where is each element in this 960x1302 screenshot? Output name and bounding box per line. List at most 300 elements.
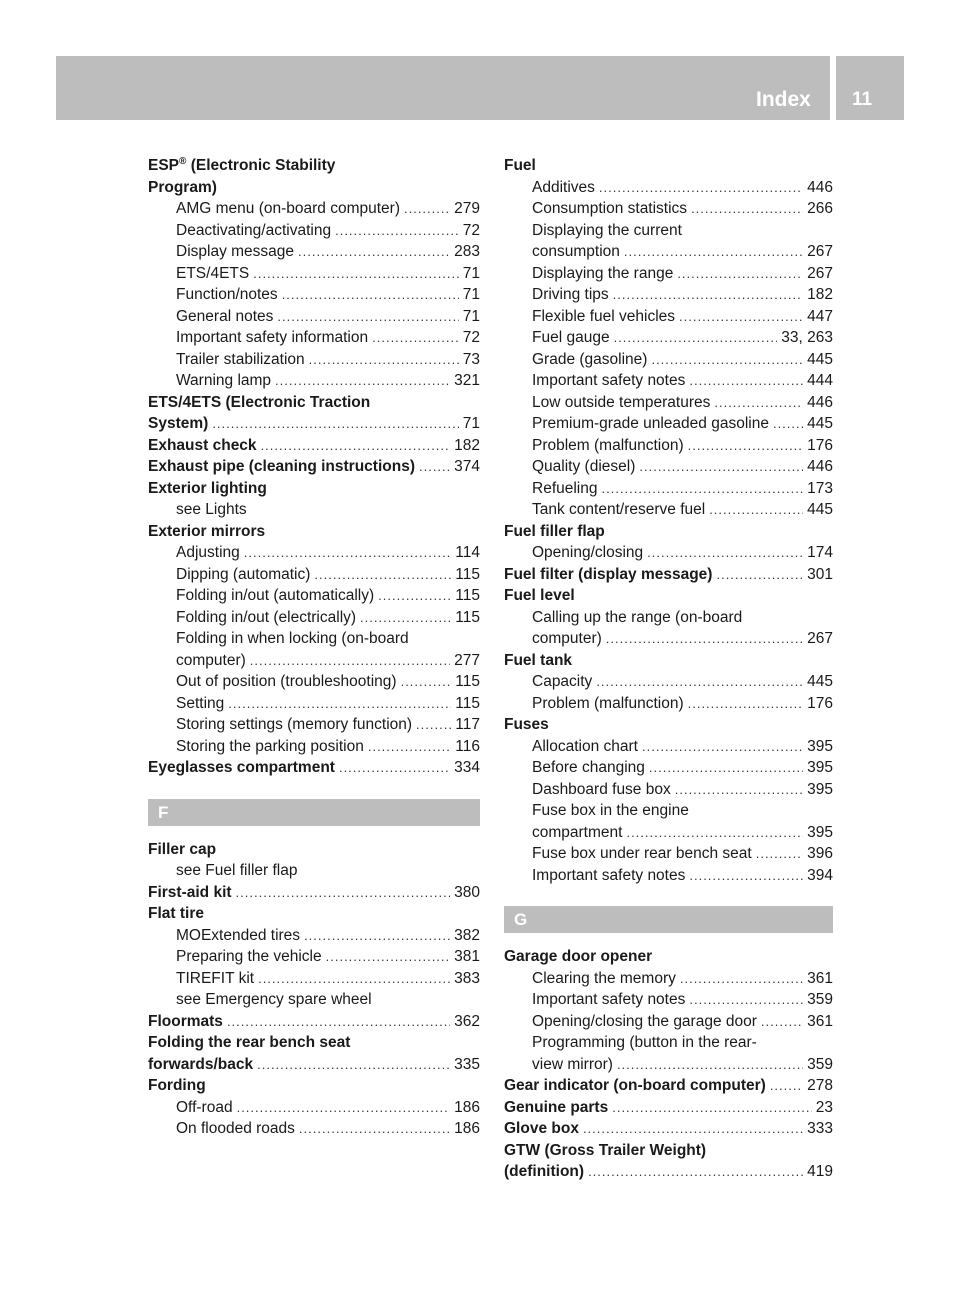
index-subentry — [504, 1032, 833, 1054]
index-entry — [504, 650, 833, 672]
index-entry — [148, 413, 480, 435]
index-entry — [504, 585, 833, 607]
page-reference: 395 — [807, 737, 833, 755]
entry-text: Storing settings (memory function) — [176, 716, 413, 733]
entry-text: Fuel tank — [504, 651, 573, 669]
index-subentry — [148, 263, 480, 285]
entry-text: Important safety notes — [532, 991, 686, 1008]
index-subentry — [504, 1011, 833, 1033]
index-subentry — [504, 779, 833, 801]
index-subentry — [148, 968, 480, 990]
entry-text: Quality (diesel) — [532, 458, 636, 475]
entry-text: Display message — [176, 243, 295, 260]
dot-leader — [626, 822, 803, 844]
entry-text: Important safety information — [176, 329, 369, 346]
index-subentry — [148, 693, 480, 715]
page-reference: 395 — [807, 759, 833, 776]
index-subentry — [504, 843, 833, 865]
dot-leader — [228, 693, 451, 715]
index-subentry — [148, 1097, 480, 1119]
entry-text: Floormats — [148, 1012, 223, 1030]
page-reference: 23 — [815, 1098, 833, 1116]
entry-text: TIREFIT kit — [176, 969, 255, 987]
entry-text: Adjusting — [176, 544, 240, 561]
index-entry — [504, 564, 833, 586]
page-reference: 394 — [807, 866, 833, 884]
entry-text: Displaying the current — [532, 221, 682, 239]
dot-leader — [639, 456, 803, 478]
entry-text: AMG menu (on-board computer) — [176, 200, 400, 217]
entry-text: General notes — [176, 307, 274, 325]
index-subentry — [148, 946, 480, 968]
index-subentry — [504, 968, 833, 990]
page-reference: 115 — [455, 673, 480, 690]
dot-leader — [714, 392, 803, 414]
index-subentry — [148, 241, 480, 263]
index-subentry — [148, 628, 480, 650]
entry-text: Problem (malfunction) — [532, 436, 684, 454]
dot-leader — [614, 327, 778, 349]
page-reference: 72 — [462, 221, 480, 239]
dot-leader — [416, 714, 451, 736]
dot-leader — [642, 736, 803, 758]
dot-leader — [314, 564, 451, 586]
dot-leader — [298, 241, 450, 263]
dot-leader — [253, 263, 459, 285]
page-reference: 361 — [807, 969, 833, 987]
dot-leader — [378, 585, 451, 607]
entry-text: Tank content/reserve fuel — [532, 501, 706, 518]
page-reference: 333 — [807, 1120, 833, 1137]
entry-text: Clearing the memory — [532, 969, 676, 987]
entry-text: Grade (gasoline) — [532, 350, 648, 368]
entry-text: First-aid kit — [148, 883, 232, 901]
index-subentry — [504, 435, 833, 457]
entry-text: view mirror) — [532, 1055, 613, 1073]
index-entry — [504, 1161, 833, 1183]
page-reference: 361 — [807, 1012, 833, 1030]
entry-text: Dashboard fuse box — [532, 780, 671, 798]
page-reference: 176 — [807, 436, 833, 454]
entry-text: Fording — [148, 1077, 206, 1094]
entry-text: Glove box — [504, 1120, 579, 1137]
page-reference: 277 — [454, 651, 480, 669]
dot-leader — [401, 671, 452, 693]
page-reference: 176 — [807, 694, 833, 712]
index-subentry — [504, 327, 833, 349]
dot-leader — [372, 327, 459, 349]
index-subentry — [504, 693, 833, 715]
page-reference: 173 — [807, 479, 833, 497]
index-entry — [148, 392, 480, 414]
index-entry — [148, 521, 480, 543]
index-subentry — [148, 650, 480, 672]
page-reference: 447 — [807, 307, 833, 325]
entry-text: Refueling — [532, 479, 598, 497]
index-subentry — [504, 542, 833, 564]
index-subentry — [148, 585, 480, 607]
index-subentry — [148, 925, 480, 947]
entry-text: (definition) — [504, 1163, 585, 1180]
entry-text: ETS/4ETS — [176, 264, 250, 282]
page-reference: 115 — [455, 694, 480, 712]
entry-text: Important safety notes — [532, 372, 686, 389]
index-subentry — [148, 1118, 480, 1140]
dot-leader — [651, 349, 803, 371]
entry-text: Fuse box in the engine — [532, 802, 689, 819]
dot-leader — [691, 198, 803, 220]
dot-leader — [299, 1118, 450, 1140]
entry-text: Displaying the range — [532, 264, 674, 282]
dot-leader — [613, 284, 803, 306]
dot-leader — [212, 413, 458, 435]
dot-leader — [304, 925, 450, 947]
section-header-g: G — [504, 906, 833, 933]
entry-text: GTW (Gross Trailer Weight) — [504, 1141, 707, 1159]
index-entry — [504, 1097, 833, 1119]
index-subentry — [504, 306, 833, 328]
index-entry — [504, 155, 833, 177]
page-reference: 446 — [807, 178, 833, 196]
page-reference: 186 — [454, 1098, 480, 1116]
entry-text: Fuse box under rear bench seat — [532, 845, 752, 862]
index-subentry — [504, 865, 833, 887]
entry-text: ETS/4ETS (Electronic Traction — [148, 393, 371, 411]
index-subentry — [504, 671, 833, 693]
index-entry — [504, 714, 833, 736]
index-subentry — [504, 284, 833, 306]
dot-leader — [624, 241, 803, 263]
entry-text: Trailer stabilization — [176, 350, 305, 368]
page-reference: 445 — [807, 501, 833, 518]
index-subentry — [504, 413, 833, 435]
index-subentry — [504, 989, 833, 1011]
dot-leader — [275, 370, 450, 392]
page-reference: 182 — [807, 286, 833, 303]
entry-text: Exhaust pipe (cleaning instructions) — [148, 458, 415, 475]
entry-text: Before changing — [532, 759, 645, 776]
index-entry — [504, 521, 833, 543]
index-entry — [504, 946, 833, 968]
page-reference: 71 — [462, 307, 480, 325]
entry-text: Fuses — [504, 716, 549, 733]
entry-text: consumption — [532, 243, 620, 260]
entry-text: Exterior lighting — [148, 479, 267, 497]
index-subentry — [504, 349, 833, 371]
index-subentry — [504, 628, 833, 650]
page-reference: 359 — [807, 991, 833, 1008]
index-entry — [148, 1054, 480, 1076]
index-entry — [148, 839, 480, 861]
dot-leader — [257, 1054, 450, 1076]
entry-text: Consumption statistics — [532, 200, 688, 217]
entry-text: Additives — [532, 178, 595, 196]
dot-leader — [617, 1054, 803, 1076]
entry-text: computer) — [176, 651, 246, 669]
index-subentry — [148, 370, 480, 392]
index-subentry — [504, 736, 833, 758]
entry-text: Folding the rear bench seat — [148, 1034, 351, 1051]
dot-leader — [236, 882, 451, 904]
dot-leader — [583, 1118, 803, 1140]
page-reference: 267 — [807, 243, 833, 260]
page-reference: 279 — [454, 200, 480, 217]
entry-text: Premium-grade unleaded gasoline — [532, 415, 769, 432]
dot-leader — [237, 1097, 451, 1119]
dot-leader — [261, 435, 451, 457]
entry-text: Off-road — [176, 1098, 233, 1116]
index-subentry — [504, 478, 833, 500]
entry-text: Setting — [176, 694, 225, 712]
dot-leader — [675, 779, 803, 801]
index-entry — [148, 1075, 480, 1097]
index-subentry — [504, 499, 833, 521]
page-reference: 419 — [807, 1163, 833, 1180]
page-reference: 444 — [807, 372, 833, 389]
index-entry — [504, 1140, 833, 1162]
index-subentry — [504, 177, 833, 199]
index-subentry — [148, 306, 480, 328]
dot-leader — [599, 177, 803, 199]
dot-leader — [335, 220, 459, 242]
index-entry — [148, 757, 480, 779]
page-reference: 383 — [454, 969, 480, 987]
entry-text: ESP® (Electronic Stability — [148, 155, 336, 174]
dot-leader — [689, 865, 803, 887]
dot-leader — [596, 671, 803, 693]
entry-text: Preparing the vehicle — [176, 948, 322, 965]
page-reference: 359 — [807, 1055, 833, 1073]
index-subentry — [504, 800, 833, 822]
dot-leader — [679, 306, 803, 328]
entry-text: Out of position (troubleshooting) — [176, 673, 397, 690]
entry-text: Exterior mirrors — [148, 522, 266, 540]
index-subentry — [148, 736, 480, 758]
index-subentry — [504, 241, 833, 263]
page-reference: 446 — [807, 458, 833, 475]
page-reference: 182 — [454, 436, 480, 454]
entry-text: Storing the parking position — [176, 737, 364, 755]
entry-text: Fuel filler flap — [504, 522, 605, 540]
dot-leader — [773, 413, 803, 435]
index-subentry — [148, 607, 480, 629]
dot-leader — [339, 757, 450, 779]
entry-text: Folding in when locking (on-board — [176, 630, 409, 647]
index-subentry — [148, 284, 480, 306]
index-subentry — [504, 822, 833, 844]
entry-text: Garage door opener — [504, 948, 653, 965]
page-reference: 321 — [454, 372, 480, 389]
index-subentry — [504, 757, 833, 779]
dot-leader — [326, 946, 451, 968]
entry-text: Program) — [148, 178, 217, 196]
index-subentry — [148, 349, 480, 371]
dot-leader — [606, 628, 803, 650]
entry-text: Programming (button in the rear- — [532, 1034, 757, 1051]
page-reference: 115 — [455, 565, 480, 583]
index-subentry — [504, 1054, 833, 1076]
page-reference: 381 — [454, 948, 480, 965]
index-subentry — [148, 989, 480, 1011]
header-bar — [56, 56, 830, 120]
page-reference: 380 — [454, 883, 480, 901]
page-reference: 395 — [807, 780, 833, 798]
entry-text: Capacity — [532, 673, 593, 690]
dot-leader — [647, 542, 803, 564]
page-reference: 71 — [462, 415, 480, 432]
dot-leader — [761, 1011, 803, 1033]
dot-leader — [680, 968, 803, 990]
page-reference: 72 — [462, 329, 480, 346]
index-entry — [504, 1075, 833, 1097]
page-reference: 445 — [807, 673, 833, 690]
dot-leader — [404, 198, 450, 220]
page-reference: 267 — [807, 630, 833, 647]
entry-text: MOExtended tires — [176, 926, 301, 944]
index-subentry — [148, 564, 480, 586]
entry-text: Low outside temperatures — [532, 393, 711, 411]
entry-text: Flexible fuel vehicles — [532, 307, 676, 325]
entry-text: Fuel — [504, 157, 536, 174]
page-reference: 116 — [455, 737, 480, 755]
index-subentry — [504, 370, 833, 392]
page-reference: 301 — [807, 565, 833, 583]
entry-text: Exhaust check — [148, 436, 257, 454]
dot-leader — [649, 757, 803, 779]
entry-text: Flat tire — [148, 905, 204, 922]
dot-leader — [258, 968, 450, 990]
entry-text: Gear indicator (on-board computer) — [504, 1077, 766, 1094]
dot-leader — [227, 1011, 450, 1033]
entry-text: Driving tips — [532, 286, 609, 303]
dot-leader — [677, 263, 803, 285]
dot-leader — [770, 1075, 803, 1097]
dot-leader — [688, 693, 804, 715]
entry-text: forwards/back — [148, 1055, 254, 1073]
page-reference: 382 — [454, 926, 480, 944]
dot-leader — [709, 499, 803, 521]
entry-text: see Lights — [176, 501, 247, 518]
index-column-left — [148, 155, 480, 1140]
index-subentry — [504, 220, 833, 242]
index-subentry — [504, 263, 833, 285]
page-reference: 445 — [807, 350, 833, 368]
page-number: 11 — [852, 89, 873, 110]
page-reference: 71 — [462, 264, 480, 282]
page-reference: 114 — [455, 544, 480, 561]
entry-text: Opening/closing — [532, 544, 644, 561]
entry-text: Eyeglasses compartment — [148, 759, 335, 776]
dot-leader — [419, 456, 450, 478]
dot-leader — [689, 370, 803, 392]
index-entry — [504, 1118, 833, 1140]
dot-leader — [588, 1161, 803, 1183]
index-entry — [148, 903, 480, 925]
index-subentry — [504, 456, 833, 478]
index-subentry — [504, 607, 833, 629]
page-reference: 266 — [807, 200, 833, 217]
entry-text: Fuel filter (display message) — [504, 565, 713, 583]
page-reference: 362 — [454, 1012, 480, 1030]
entry-text: computer) — [532, 630, 602, 647]
page-reference: 446 — [807, 393, 833, 411]
page-reference: 115 — [455, 608, 480, 626]
dot-leader — [250, 650, 450, 672]
index-entry — [148, 1011, 480, 1033]
page-reference: 71 — [462, 286, 480, 303]
page-reference: 374 — [454, 458, 480, 475]
section-header-f: F — [148, 799, 480, 826]
entry-text: Problem (malfunction) — [532, 694, 684, 712]
page-reference: 115 — [455, 587, 480, 604]
entry-text: Opening/closing the garage door — [532, 1012, 757, 1030]
entry-text: Important safety notes — [532, 866, 686, 884]
index-subentry — [148, 671, 480, 693]
page-reference: 283 — [454, 243, 480, 260]
entry-text: Function/notes — [176, 286, 278, 303]
entry-text: Filler cap — [148, 840, 217, 858]
page-reference: 186 — [454, 1120, 480, 1137]
page-reference: 267 — [807, 264, 833, 282]
entry-text: Fuel level — [504, 587, 575, 604]
page-reference: 73 — [462, 350, 480, 368]
entry-text: Warning lamp — [176, 372, 272, 389]
dot-leader — [756, 843, 803, 865]
dot-leader — [277, 306, 458, 328]
index-subentry — [148, 198, 480, 220]
page-reference: 33, 263 — [781, 329, 833, 346]
dot-leader — [689, 989, 803, 1011]
dot-leader — [360, 607, 451, 629]
index-subentry — [148, 860, 480, 882]
entry-text: see Fuel filler flap — [176, 862, 298, 879]
entry-text: Allocation chart — [532, 737, 638, 755]
index-entry — [148, 155, 480, 177]
entry-text: see Emergency spare wheel — [176, 991, 372, 1008]
page-reference: 335 — [454, 1055, 480, 1073]
entry-text: On flooded roads — [176, 1120, 295, 1137]
index-subentry — [504, 392, 833, 414]
entry-text: Calling up the range (on-board — [532, 608, 743, 626]
index-subentry — [148, 220, 480, 242]
dot-leader — [688, 435, 804, 457]
index-entry — [148, 478, 480, 500]
entry-text: Folding in/out (automatically) — [176, 587, 375, 604]
page-reference: 445 — [807, 415, 833, 432]
dot-leader — [244, 542, 452, 564]
dot-leader — [716, 564, 803, 586]
page-title: Index — [756, 88, 811, 111]
index-entry — [148, 435, 480, 457]
entry-text: Fuel gauge — [532, 329, 610, 346]
index-subentry — [504, 198, 833, 220]
dot-leader — [282, 284, 459, 306]
page-reference: 278 — [807, 1077, 833, 1094]
index-entry — [148, 177, 480, 199]
index-entry — [148, 456, 480, 478]
entry-text: Deactivating/activating — [176, 221, 332, 239]
dot-leader — [602, 478, 804, 500]
page-reference: 174 — [807, 544, 833, 561]
index-column-right — [504, 155, 833, 1183]
index-subentry — [148, 327, 480, 349]
entry-text: System) — [148, 415, 209, 432]
entry-text: Folding in/out (electrically) — [176, 608, 357, 626]
index-subentry — [148, 714, 480, 736]
page-reference: 334 — [454, 759, 480, 776]
page-reference: 396 — [807, 845, 833, 862]
entry-text: compartment — [532, 823, 623, 841]
